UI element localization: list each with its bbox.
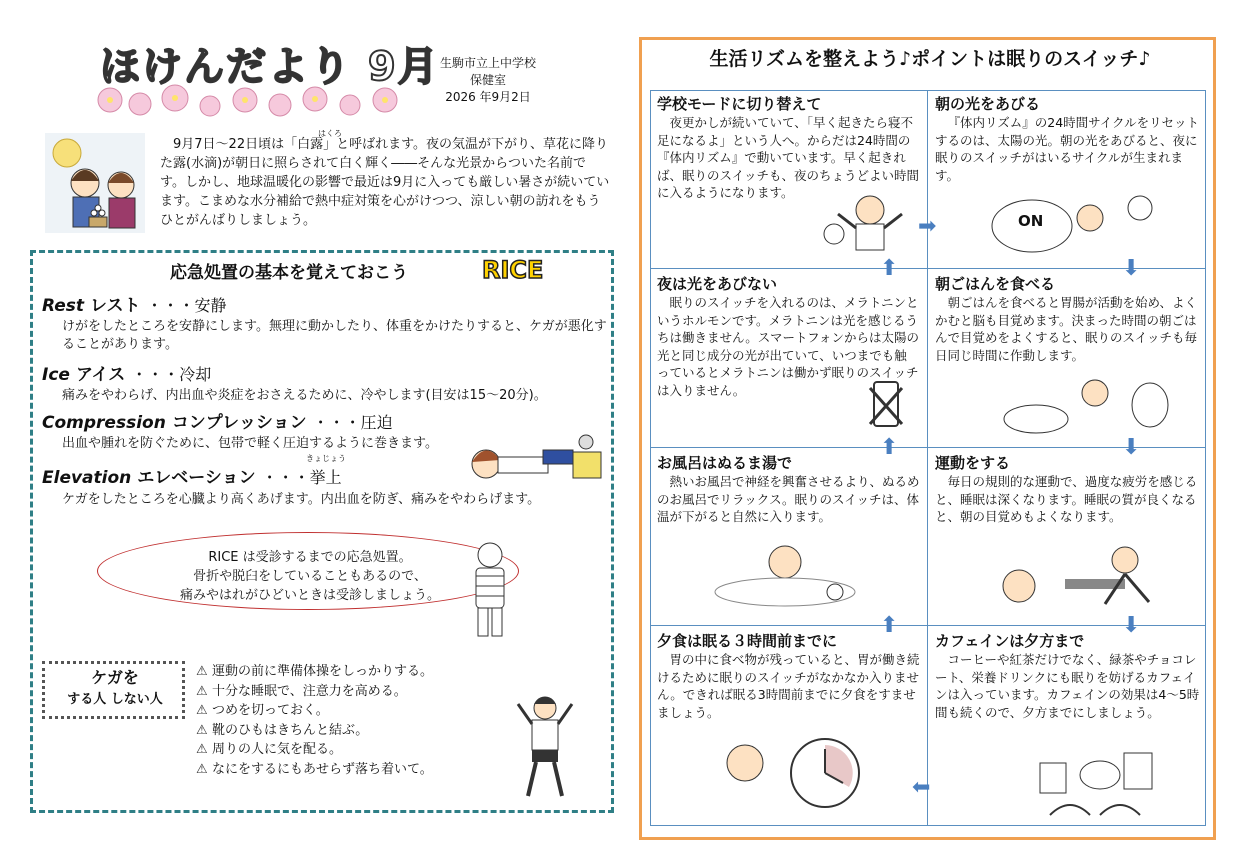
tip-item [196, 740, 433, 760]
elevation-ruby: きょじょう [306, 454, 346, 463]
cell-text: 朝ごはんを食べると胃腸が活動を始め、よくかむと脳も目覚めます。決まった時間の朝ごはんで目覚めをよくすると、眠りのスイッチも毎日同じ時間に作動します。 [935, 295, 1198, 363]
cell-heading: 朝ごはんを食べる [935, 275, 1056, 293]
rhythm-title: 生活リズムを整えよう♪ポイントは眠りのスイッチ♪ [709, 48, 1151, 70]
issue-date: 2026 年9月2日 [445, 90, 531, 104]
rice-note-line: RICE は受診するまでの応急処置。 [208, 550, 412, 565]
term-meaning: 挙上 [309, 468, 342, 487]
rice-term-compression [42, 408, 393, 433]
term-meaning: 安静 [194, 296, 227, 315]
tip-item [196, 701, 433, 721]
term-en: Ice [42, 365, 70, 385]
warning-icon: ⚠ [196, 683, 208, 699]
term-meaning: 冷却 [179, 365, 212, 384]
stretching-illustration [510, 690, 580, 800]
term-jp: コンプレッション [171, 413, 307, 433]
arrow-right-icon: ➡ [918, 214, 937, 239]
rice-heading: 応急処置の基本を覚えておこう [170, 263, 408, 283]
cell-heading: 夕食は眠る３時間前までに [657, 632, 838, 650]
term-jp: アイス [75, 365, 126, 385]
rice-logo: RICE [482, 256, 544, 284]
term-meaning: 圧迫 [360, 413, 393, 432]
injury-label-line2: する人 しない人 [67, 692, 163, 707]
grid-divider [927, 90, 928, 826]
rice-note-line: 骨折や脱臼をしていることもあるので、 [193, 569, 427, 584]
injury-label [50, 667, 180, 711]
injury-tips-list [196, 662, 433, 779]
term-en: Elevation [42, 468, 132, 488]
waking-illustration [820, 188, 920, 256]
arrow-down-icon: ⬇ [1122, 256, 1141, 281]
rice-desc-elevation: ケガをしたところを心臓より高くあげます。内出血を防ぎ、痛みをやわらげます。 [62, 492, 541, 507]
term-dots: ・・・ [146, 296, 195, 315]
tip-item [196, 721, 433, 741]
rice-desc-compression: 出血や腫れを防ぐために、包帯で軽く圧迫するように巻きます。 [62, 436, 438, 451]
term-en: Rest [42, 296, 85, 316]
rice-note [140, 548, 480, 605]
tip-text: 運動の前に準備体操をしっかりする。 [212, 664, 434, 679]
moon-viewing-illustration [45, 133, 145, 233]
school-info [418, 55, 558, 106]
tip-text: 靴のひもはきちんと結ぶ。 [212, 722, 369, 738]
tip-item [196, 682, 433, 702]
arrow-up-icon: ⬆ [880, 256, 899, 281]
tip-item [196, 662, 433, 682]
tip-text: つめを切っておく。 [212, 703, 329, 718]
term-jp: エレベーション [137, 468, 256, 488]
term-dots: ・・・ [131, 365, 180, 384]
cell-heading: 運動をする [935, 454, 1011, 472]
exercise-illustration [975, 540, 1175, 618]
cell-text: 毎日の規則的な運動で、過度な疲労を感じると、睡眠は深くなります。睡眠の質が良くなると、朝の目覚めもよくなります。 [935, 474, 1198, 524]
switch-on-badge: ON [1018, 212, 1044, 230]
tip-item [196, 760, 433, 780]
dinner-clock-illustration [705, 733, 865, 813]
arrow-down-icon: ⬇ [1122, 435, 1141, 460]
rhythm-cell-morning-light [935, 93, 1201, 184]
rhythm-cell-bath [657, 452, 923, 526]
arrow-down-icon: ⬇ [1122, 613, 1141, 638]
rhythm-cell-exercise [935, 452, 1201, 526]
warning-icon: ⚠ [196, 742, 208, 757]
term-en: Compression [42, 413, 166, 433]
cell-heading: 夜は光をあびない [657, 275, 778, 293]
cell-text: 『体内リズム』の24時間サイクルをリセットするのは、太陽の光。朝の光をあびると、夜に眠りのスイッチがはいるサイクルが生まれます。 [935, 115, 1200, 183]
cell-heading: カフェインは夕方まで [935, 632, 1085, 650]
term-dots: ・・・ [312, 413, 361, 432]
rice-desc-ice: 痛みをやわらげ、内出血や炎症をおさえるために、冷やします(目安は15～20分)。 [62, 388, 547, 403]
rhythm-cell-caffeine [935, 630, 1201, 721]
intro-text: 9月7日～22日頃は「白露」と呼ばれます。夜の気温が下がり、草花に降りた露(水滴)が朝日に照らされて白く輝く――そんな光景からついた名前です。しかし、地球温暖化の影響で最近は9月に入っても厳しい暑さが続いています。こまめな水分補給で熱中症対策を心がけつつ、涼しい朝の訪れをもうひとがんばりしましょう。 [160, 137, 610, 228]
warning-icon: ⚠ [196, 664, 208, 679]
arrow-left-icon: ⬅ [912, 775, 931, 800]
newsletter-title: ほけんだより 9月 [100, 44, 440, 90]
bath-illustration [705, 540, 865, 615]
rhythm-cell-school-mode [657, 93, 923, 202]
rice-term-ice [42, 360, 211, 385]
rice-term-elevation [42, 463, 342, 488]
rice-note-line: 痛みやはれがひどいときは受診しましょう。 [179, 588, 440, 603]
cell-heading: 学校モードに切り替えて [657, 95, 822, 113]
mummy-illustration [460, 540, 520, 640]
no-smartphone-icon [866, 380, 906, 430]
school-name: 生駒市立上中学校 [439, 56, 536, 70]
rice-term-rest [42, 291, 227, 316]
warning-icon: ⚠ [196, 722, 208, 738]
cell-text: 夜更かしが続いていて、「早く起きたら寝不足になるよ」という人へ。からだは24時間の『体内リズム』で動いています。早く起きれば、眠りのスイッチも、夜のちょうどよい時間に入るようになります。 [657, 115, 920, 200]
sunlight-illustration [990, 192, 1160, 262]
caffeine-illustration [1030, 745, 1160, 820]
cell-text: 胃の中に食べ物が残っていると、胃が働き続けるために眠りのスイッチがなかなか入りません。できれば眠る3時間前までに夕食をすませましょう。 [657, 652, 920, 720]
tip-text: 周りの人に気を配る。 [212, 742, 343, 757]
arrow-up-icon: ⬆ [880, 435, 899, 460]
term-dots: ・・・ [261, 468, 310, 487]
cell-text: コーヒーや紅茶だけでなく、緑茶やチョコレート、栄養ドリンクにも眠りを妨げるカフェインは入っています。カフェインの効果は4～5時間も続くので、夕方までにしましょう。 [935, 652, 1200, 720]
breakfast-illustration [1000, 375, 1170, 440]
intro-ruby: はくろ [318, 129, 342, 138]
elevation-illustration [468, 432, 608, 487]
warning-icon: ⚠ [196, 703, 208, 718]
arrow-up-icon: ⬆ [880, 613, 899, 638]
cell-text: 眠りのスイッチを入れるのは、メラトニンというホルモンです。メラトニンは光を感じるうちは働きません。スマートフォンからは太陽の光と同じ成分の光が出ていて、いつまでも触っているとメラトニンは働かず眠りのスイッチは入りません。 [657, 295, 920, 398]
rhythm-cell-breakfast [935, 273, 1201, 364]
rice-desc-rest: けがをしたところを安静にします。無理に動かしたり、体重をかけたりすると、ケガが悪化することがあります。 [62, 319, 607, 352]
warning-icon: ⚠ [196, 761, 208, 777]
rhythm-cell-dinner [657, 630, 923, 721]
cell-heading: お風呂はぬるま湯で [657, 454, 793, 472]
office-name: 保健室 [469, 73, 506, 87]
cell-text: 熱いお風呂で神経を興奮させるより、ぬるめのお風呂でリラックス。眠りのスイッチは、体温が下がると自然に入ります。 [657, 474, 920, 524]
term-jp: レスト [90, 296, 141, 316]
tip-text: 十分な睡眠で、注意力を高める。 [212, 683, 407, 699]
cell-heading: 朝の光をあびる [935, 95, 1041, 113]
injury-label-line1: ケガを [91, 668, 139, 687]
tip-text: なにをするにもあせらず落ち着いて。 [212, 761, 433, 777]
